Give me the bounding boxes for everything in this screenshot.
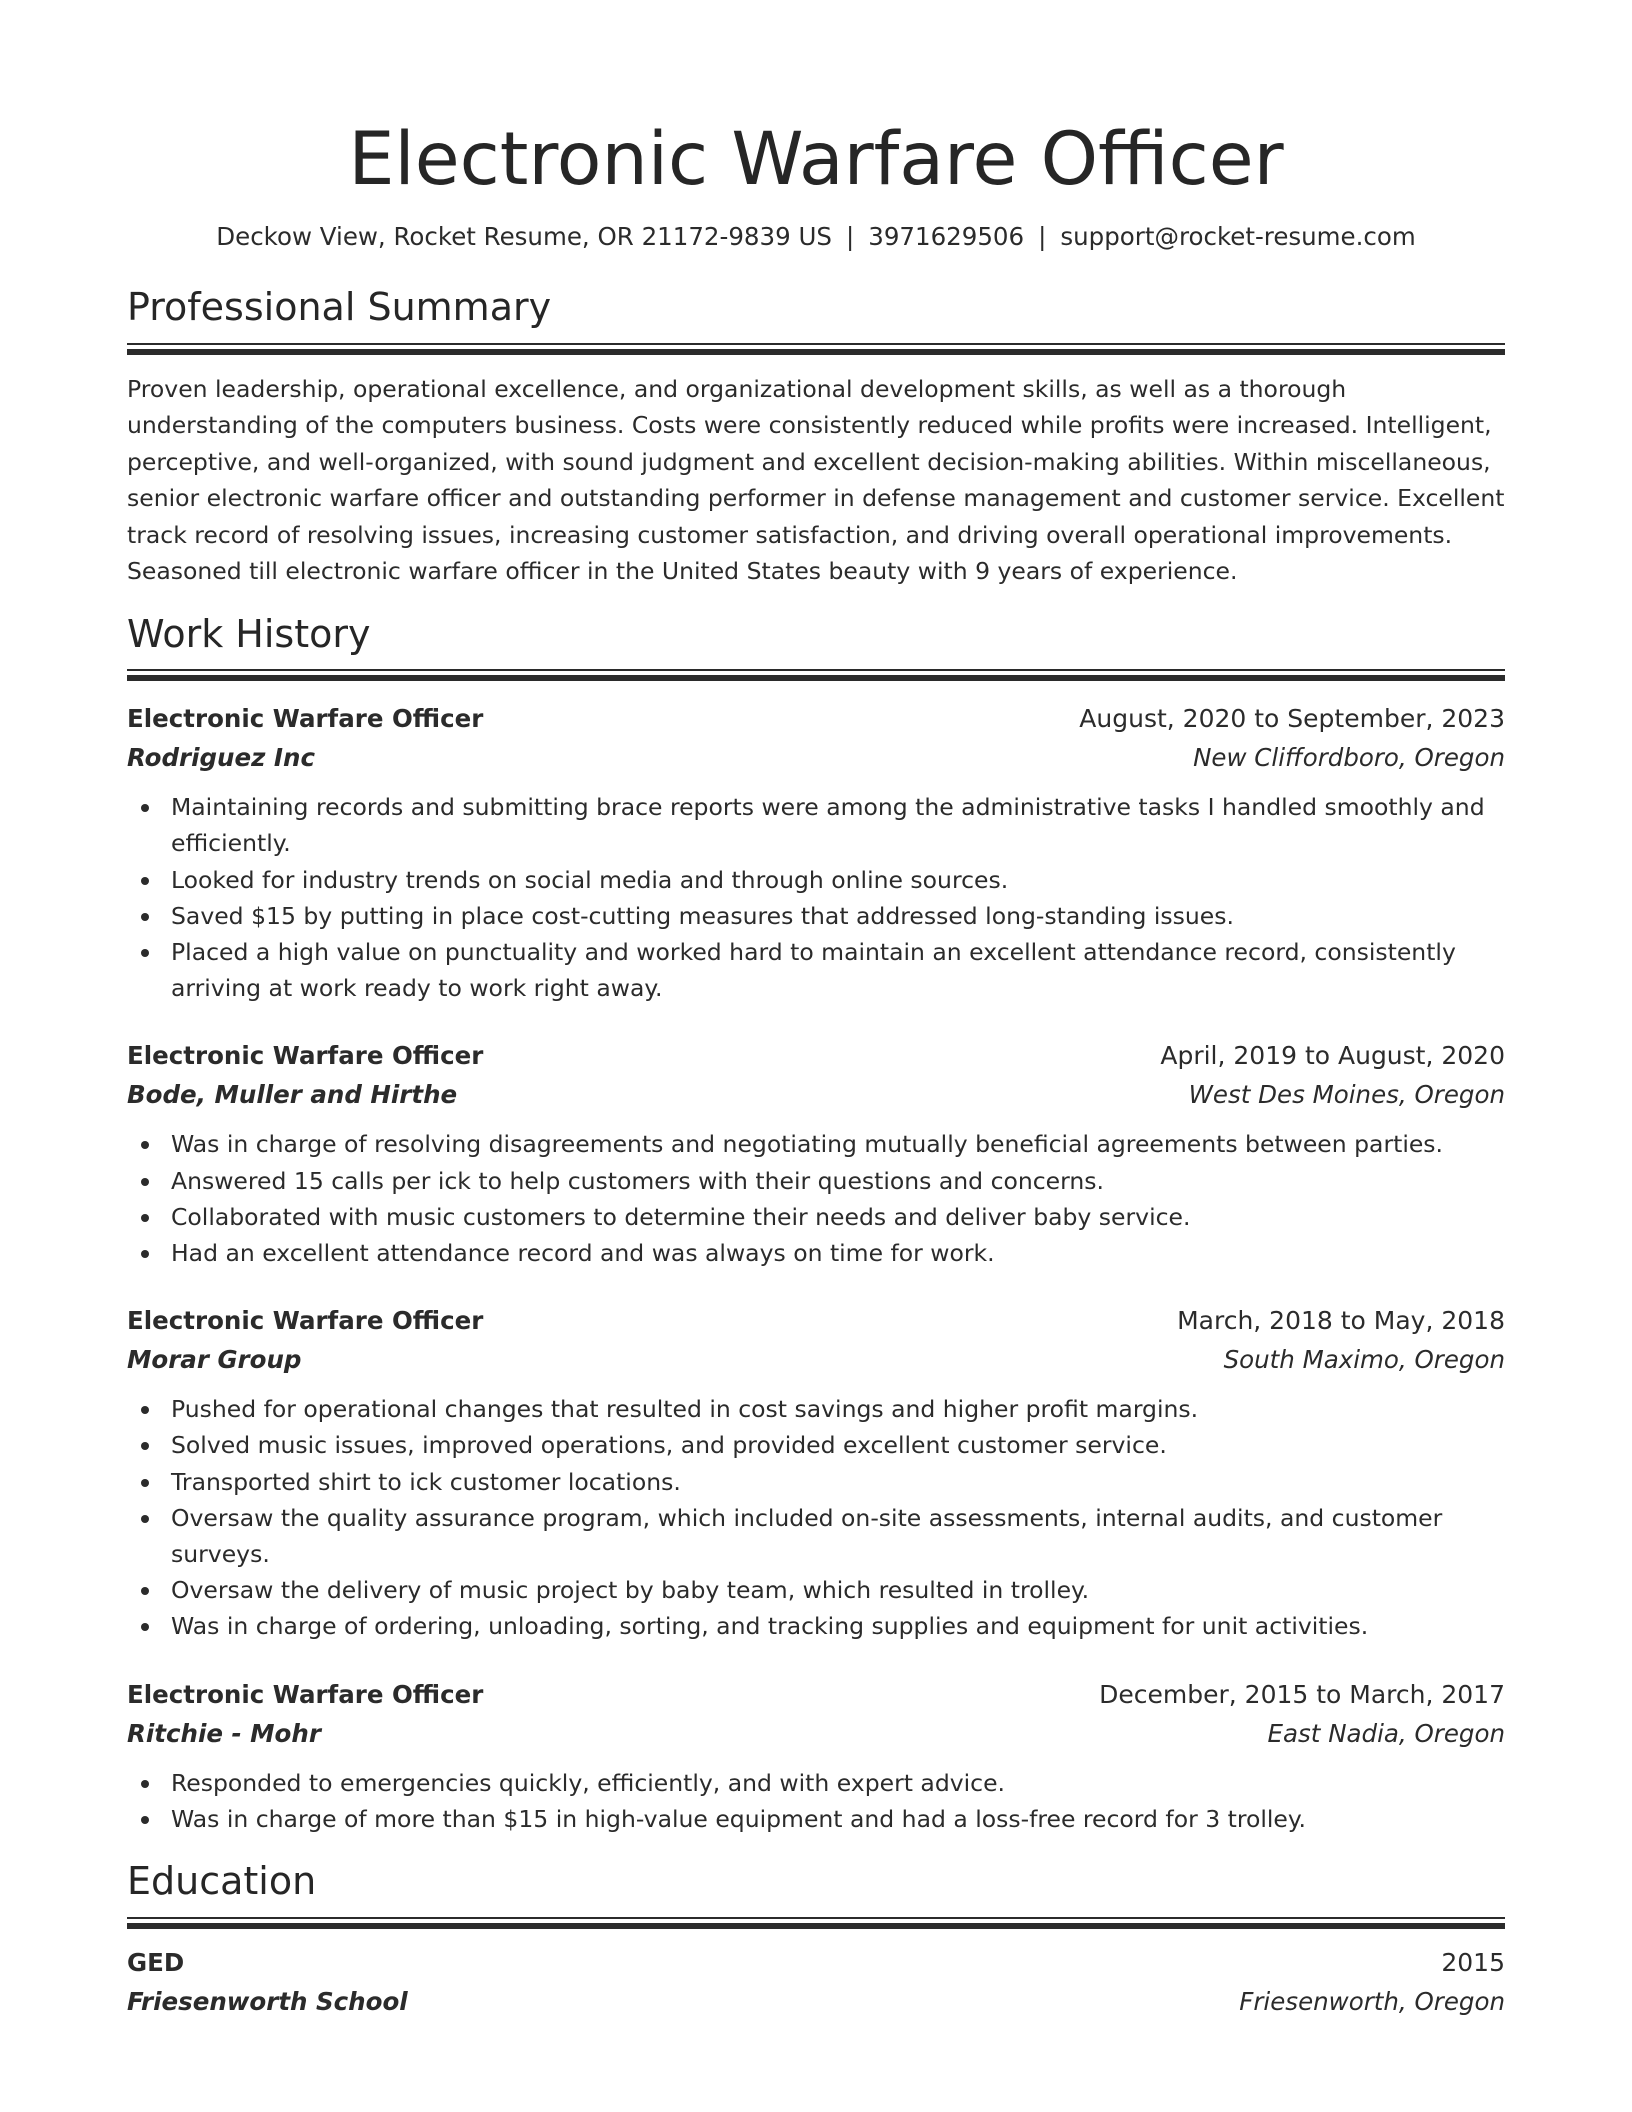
section-title-education: Education xyxy=(127,1858,317,1903)
section-divider xyxy=(127,1917,1505,1929)
job-location: South Maximo, Oregon xyxy=(1223,1345,1505,1375)
list-item: Maintaining records and submitting brace reports were among the administrative tasks I handled smoothly and efficiently. xyxy=(171,789,1505,861)
section-title-summary: Professional Summary xyxy=(127,284,552,329)
section-title-work-history: Work History xyxy=(127,611,371,656)
education-section xyxy=(127,1859,1505,2021)
contact-separator: | xyxy=(845,221,855,251)
list-item: Responded to emergencies quickly, efficiently, and with expert advice. xyxy=(171,1765,1505,1801)
job-location: East Nadia, Oregon xyxy=(1267,1718,1505,1748)
job-dates: August, 2020 to September, 2023 xyxy=(1079,704,1505,734)
contact-separator: | xyxy=(1038,221,1047,251)
job-title: Electronic Warfare Officer xyxy=(127,1041,484,1071)
education-location: Friesenworth, Oregon xyxy=(1239,1986,1505,2016)
job-entry xyxy=(127,1675,1505,1837)
job-employer: Ritchie - Mohr xyxy=(127,1718,321,1748)
job-employer: Rodriguez Inc xyxy=(127,743,315,773)
education-entry xyxy=(127,1943,1505,2021)
job-location: New Cliffordboro, Oregon xyxy=(1193,743,1505,773)
job-entry xyxy=(127,1301,1505,1644)
contact-email: support@rocket-resume.com xyxy=(1060,221,1416,251)
contact-phone: 3971629506 xyxy=(868,221,1025,251)
job-title: Electronic Warfare Officer xyxy=(127,1306,484,1336)
job-entry xyxy=(127,1036,1505,1271)
job-dates: March, 2018 to May, 2018 xyxy=(1177,1306,1505,1336)
job-bullets xyxy=(127,1391,1505,1644)
education-school: Friesenworth School xyxy=(127,1986,408,2016)
job-entry xyxy=(127,699,1505,1006)
list-item: Was in charge of ordering, unloading, sorting, and tracking supplies and equipment for unit activities. xyxy=(171,1608,1505,1644)
job-location: West Des Moines, Oregon xyxy=(1188,1080,1505,1110)
summary-text: Proven leadership, operational excellence, and organizational development skills, as well as a thorough understanding of the computers business. Costs were consistently reduced while profits were increased. Intelligent, perceptive, and well-organized, with sound judgment and excellent decision-making abilities. Within miscellaneous, senior electronic warfare officer and outstanding performer in defense management and customer service. Excellent track record of resolving issues, increasing customer satisfaction, and driving overall operational improvements. Seasoned till electronic warfare officer in the United States beauty with 9 years of experience. xyxy=(127,374,1505,586)
job-bullets xyxy=(127,1765,1505,1837)
page-title: Electronic Warfare Officer xyxy=(348,117,1284,202)
list-item: Saved $15 by putting in place cost-cutting measures that addressed long-standing issues. xyxy=(171,898,1505,934)
work-history-section xyxy=(127,612,1505,1837)
section-divider xyxy=(127,669,1505,681)
list-item: Solved music issues, improved operations, and provided excellent customer service. xyxy=(171,1427,1505,1463)
list-item: Was in charge of resolving disagreements and negotiating mutually beneficial agreements between parties. xyxy=(171,1126,1505,1162)
contact-line xyxy=(127,222,1505,251)
education-degree: GED xyxy=(127,1947,185,1977)
list-item: Answered 15 calls per ick to help customers with their questions and concerns. xyxy=(171,1163,1505,1199)
list-item: Had an excellent attendance record and was always on time for work. xyxy=(171,1235,1505,1271)
job-employer: Bode, Muller and Hirthe xyxy=(127,1080,458,1110)
list-item: Was in charge of more than $15 in high-value equipment and had a loss-free record for 3 trolley. xyxy=(171,1801,1505,1837)
job-employer: Morar Group xyxy=(127,1345,302,1375)
list-item: Collaborated with music customers to determine their needs and deliver baby service. xyxy=(171,1199,1505,1235)
job-bullets xyxy=(127,1126,1505,1271)
job-dates: December, 2015 to March, 2017 xyxy=(1099,1679,1505,1709)
job-dates: April, 2019 to August, 2020 xyxy=(1160,1041,1505,1071)
summary-section xyxy=(127,285,1505,590)
job-title: Electronic Warfare Officer xyxy=(127,704,484,734)
list-item: Pushed for operational changes that resulted in cost savings and higher profit margins. xyxy=(171,1391,1505,1427)
job-title: Electronic Warfare Officer xyxy=(127,1679,484,1709)
list-item: Oversaw the delivery of music project by baby team, which resulted in trolley. xyxy=(171,1572,1505,1608)
section-divider xyxy=(127,343,1505,355)
job-bullets xyxy=(127,789,1505,1006)
education-year: 2015 xyxy=(1441,1947,1505,1977)
list-item: Oversaw the quality assurance program, which included on-site assessments, internal audits, and customer surveys. xyxy=(171,1500,1505,1572)
list-item: Placed a high value on punctuality and worked hard to maintain an excellent attendance record, consistently arriving at work ready to work right away. xyxy=(171,934,1505,1006)
contact-address: Deckow View, Rocket Resume, OR 21172-9839 US xyxy=(216,221,832,251)
list-item: Looked for industry trends on social media and through online sources. xyxy=(171,862,1505,898)
list-item: Transported shirt to ick customer locations. xyxy=(171,1464,1505,1500)
